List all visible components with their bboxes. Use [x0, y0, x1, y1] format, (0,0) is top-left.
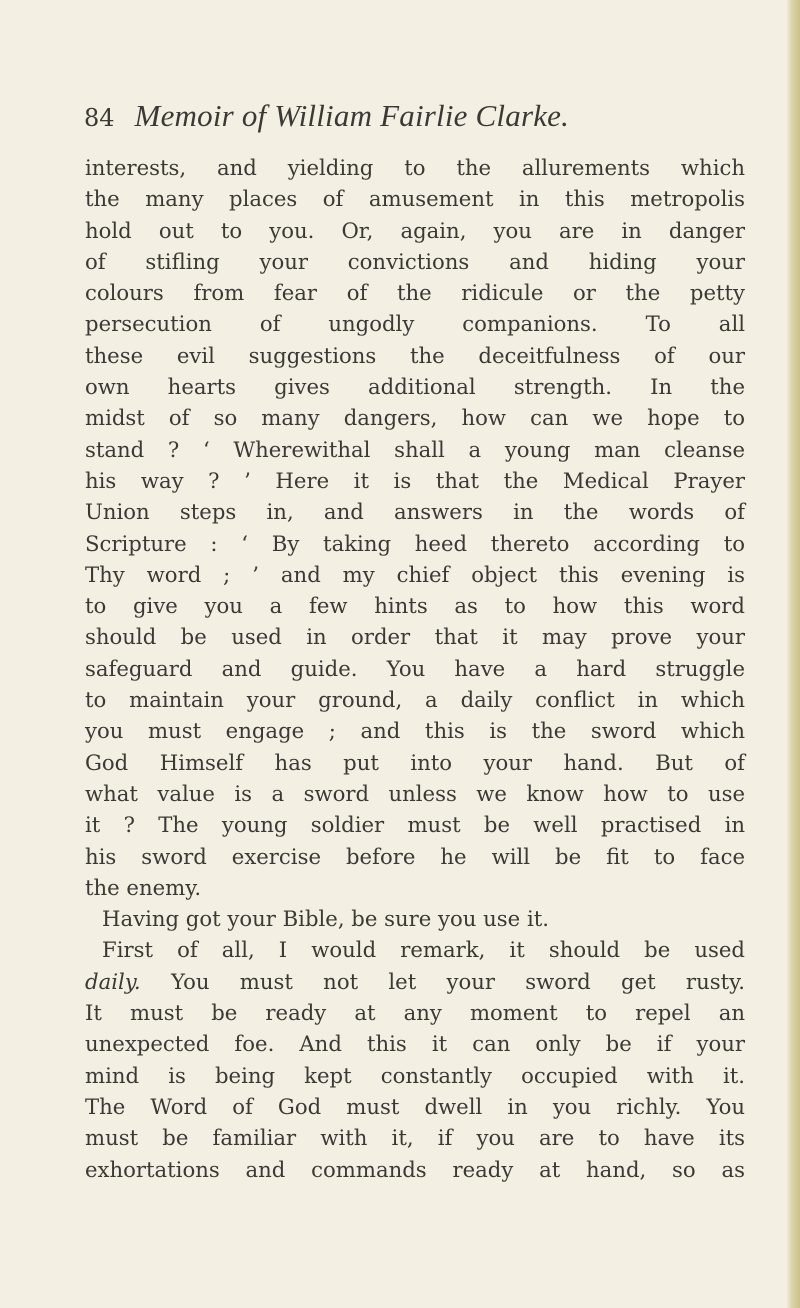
running-header	[84, 98, 724, 142]
body-text	[85, 152, 745, 1185]
text-line-with-emphasis	[85, 966, 745, 997]
text-line: safeguard and guide. You have a hard struggle	[85, 655, 745, 681]
text-line: his sword exercise before he will be fit to face	[85, 843, 745, 869]
text-line: to maintain your ground, a daily conflict in which	[85, 687, 745, 713]
text-line: of stifling your convictions and hiding your	[85, 248, 745, 274]
text-line: unexpected foe. And this it can only be if your	[85, 1031, 745, 1057]
page-edge-shading	[786, 0, 800, 1308]
text-line: it ? The young soldier must be well practised in	[85, 812, 745, 838]
text-line: must be familiar with it, if you are to have its	[85, 1125, 745, 1151]
text-line: the many places of amusement in this metropolis	[85, 186, 745, 212]
running-title: Memoir of William Fairlie Clarke.	[134, 98, 570, 133]
text-line: the enemy.	[85, 874, 202, 900]
text-line: exhortations and commands ready at hand, so as	[85, 1156, 745, 1182]
emphasis-daily: daily.	[85, 968, 141, 994]
text-line: stand ? ‘ Wherewithal shall a young man cleanse	[85, 436, 745, 462]
text-line: It must be ready at any moment to repel an	[85, 1000, 745, 1026]
text-line: midst of so many dangers, how can we hope to	[85, 405, 745, 431]
text-line: these evil suggestions the deceitfulness of our	[85, 342, 745, 368]
text-line: own hearts gives additional strength. In the	[85, 374, 745, 400]
text-line: to give you a few hints as to how this word	[85, 593, 745, 619]
text-line: what value is a sword unless we know how to use	[85, 780, 745, 806]
text-line: mind is being kept constantly occupied with it.	[85, 1062, 745, 1088]
text-line: his way ? ’ Here it is that the Medical Prayer	[85, 467, 745, 493]
text-line: The Word of God must dwell in you richly. You	[85, 1093, 745, 1119]
text-line-rest: You must not let your sword get rusty.	[170, 968, 745, 994]
text-line: Having got your Bible, be sure you use it.	[102, 906, 549, 932]
text-line: persecution of ungodly companions. To all	[85, 311, 745, 337]
text-line: God Himself has put into your hand. But of	[85, 749, 745, 775]
text-line: Thy word ; ’ and my chief object this evening is	[85, 561, 745, 587]
text-line: Union steps in, and answers in the words of	[85, 499, 745, 525]
text-line: Scripture : ‘ By taking heed thereto according to	[85, 530, 745, 556]
text-line: interests, and yielding to the allurements which	[85, 155, 745, 180]
text-line: colours from fear of the ridicule or the petty	[85, 280, 745, 306]
text-line: First of all, I would remark, it should be used	[102, 937, 745, 963]
text-line: you must engage ; and this is the sword which	[85, 718, 745, 744]
text-line: should be used in order that it may prove your	[85, 624, 745, 650]
text-line: hold out to you. Or, again, you are in danger	[85, 217, 745, 243]
page-number: 84	[84, 104, 115, 132]
